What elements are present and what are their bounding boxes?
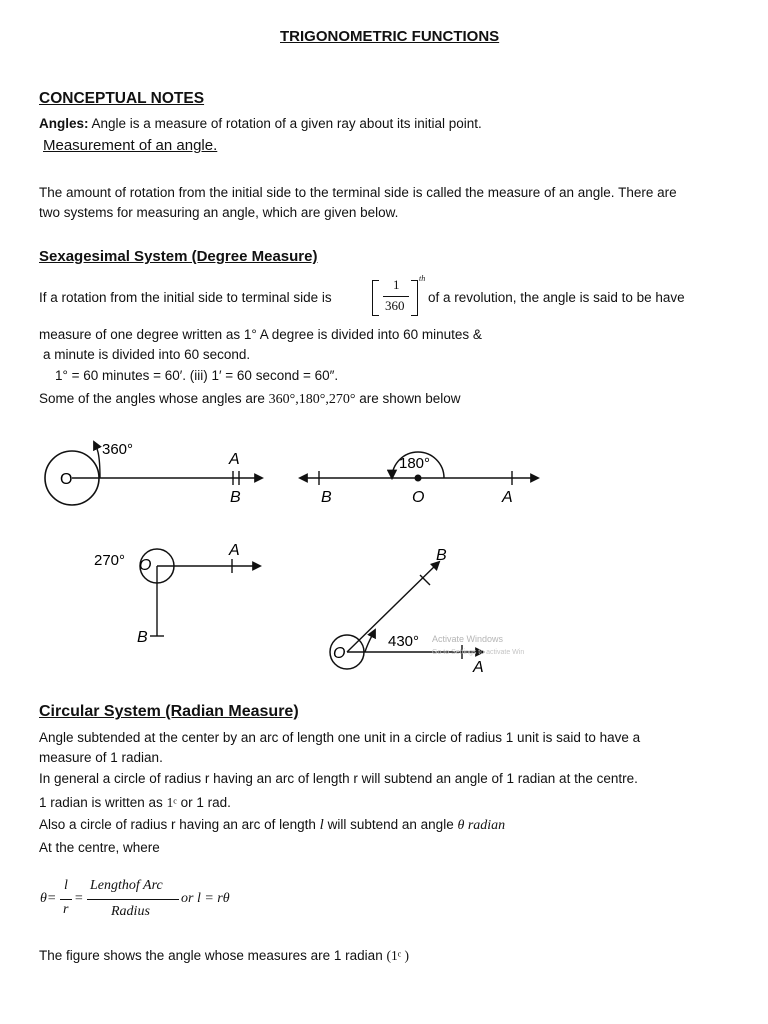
fig270-origin-label: O <box>139 557 152 574</box>
formula-theta-eq: θ= <box>40 891 57 906</box>
sexagesimal-line-4: 1° = 60 minutes = 60′. (iii) 1′ = 60 second = 60″. <box>55 368 339 383</box>
formula-eq2: = <box>74 891 84 906</box>
formula-frac1-den: r <box>63 902 69 917</box>
fraction-bar <box>383 296 409 297</box>
fig180-origin-dot <box>415 475 422 482</box>
circular-line-5-mid: will subtend an angle <box>327 817 454 832</box>
circular-line-4 <box>39 793 231 813</box>
fig180-point-b: B <box>321 489 332 506</box>
formula-tail: or l = rθ <box>181 891 230 906</box>
fig430-origin-label: O <box>333 645 346 662</box>
fig360-angle-label: 360° <box>102 441 134 458</box>
circular-line-5-l: l <box>319 817 324 833</box>
circular-line-3: In general a circle of radius r having an arc of length r will subtend an angle of 1 radian at the centre. <box>39 771 638 786</box>
formula-frac2-num: Lengthof Arc <box>90 878 163 893</box>
measurement-text-line-2: two systems for measuring an angle, which are given below. <box>39 205 399 220</box>
fig360-point-b: B <box>230 489 241 506</box>
fig360-point-a: A <box>229 451 240 468</box>
sexagesimal-line-2: measure of one degree written as 1° A degree is divided into 60 minutes & <box>39 327 482 342</box>
fig430-angle-label: 430° <box>388 633 420 650</box>
sexagesimal-line-5-pre: Some of the angles whose angles are <box>39 391 265 406</box>
circular-line-2: measure of 1 radian. <box>39 750 163 765</box>
fraction-1-over-360 <box>372 274 426 318</box>
formula-frac2-den: Radius <box>111 904 150 919</box>
sexagesimal-heading: Sexagesimal System (Degree Measure) <box>39 248 318 265</box>
fraction-superscript: th <box>419 274 426 283</box>
circular-line-5-theta: θ radian <box>457 818 506 833</box>
circular-line-5-pre: Also a circle of radius r having an arc of length <box>39 817 316 832</box>
document-title: TRIGONOMETRIC FUNCTIONS <box>280 28 500 45</box>
figure-430-degrees <box>330 547 484 676</box>
circular-heading: Circular System (Radian Measure) <box>39 703 299 720</box>
fig430-point-a: A <box>473 659 484 676</box>
radian-formula <box>40 878 300 924</box>
activate-windows-watermark-line-1: Activate Windows <box>432 634 504 644</box>
circular-line-1: Angle subtended at the center by an arc of length one unit in a circle of radius 1 unit is said to have a <box>39 730 641 745</box>
conceptual-notes-heading: CONCEPTUAL NOTES <box>39 90 205 107</box>
figure-180-degrees <box>300 452 538 506</box>
formula-frac1-num: l <box>64 878 68 893</box>
radian-figure-caption <box>39 946 409 966</box>
circular-line-4-math: 1ᶜ <box>166 795 177 810</box>
formula-frac2-bar <box>87 899 179 900</box>
sexagesimal-line-3: a minute is divided into 60 second. <box>43 347 251 362</box>
radian-figure-caption-text: The figure shows the angle whose measures are 1 radian <box>39 948 383 963</box>
measurement-text-line-1: The amount of rotation from the initial side to the terminal side is called the measure of an angle. There are <box>39 185 677 200</box>
fig270-angle-label: 270° <box>94 552 126 569</box>
radian-figure-caption-math: (1ᶜ ) <box>386 948 410 963</box>
fig270-point-b: B <box>137 629 148 646</box>
sexagesimal-line-5-math: 360°,180°,270° <box>268 392 356 407</box>
activate-windows-watermark-line-2: Go to Settings to activate Win <box>432 649 525 656</box>
degree-angle-figures <box>0 420 768 720</box>
sexagesimal-line-1-post: of a revolution, the angle is said to be have <box>428 290 685 305</box>
fig430-point-b: B <box>436 547 447 564</box>
left-bracket <box>372 280 379 316</box>
circular-line-5 <box>39 815 505 836</box>
sexagesimal-line-1-pre: If a rotation from the initial side to terminal side is <box>39 290 332 305</box>
fig360-origin-label: O <box>60 471 73 488</box>
angles-text: Angle is a measure of rotation of a given ray about its initial point. <box>91 116 482 131</box>
formula-frac1-bar <box>60 899 72 900</box>
sexagesimal-line-5-post: are shown below <box>359 391 461 406</box>
fig180-origin-label: O <box>412 489 425 506</box>
figure-360-degrees <box>45 441 262 506</box>
sexagesimal-line-5 <box>39 389 461 410</box>
fraction-numerator: 1 <box>393 277 400 292</box>
measurement-heading: Measurement of an angle. <box>43 137 218 154</box>
circular-line-4-post: or 1 rad. <box>180 795 231 810</box>
circular-line-6: At the centre, where <box>39 840 160 855</box>
circular-line-4-pre: 1 radian is written as <box>39 795 163 810</box>
angles-definition <box>39 114 482 134</box>
right-bracket <box>411 280 418 316</box>
figure-270-degrees <box>94 542 260 646</box>
fraction-denominator: 360 <box>385 298 405 313</box>
fig180-point-a: A <box>502 489 513 506</box>
angles-label: Angles: <box>39 116 89 131</box>
fig180-angle-label: 180° <box>399 455 431 472</box>
fig270-point-a: A <box>229 542 240 559</box>
